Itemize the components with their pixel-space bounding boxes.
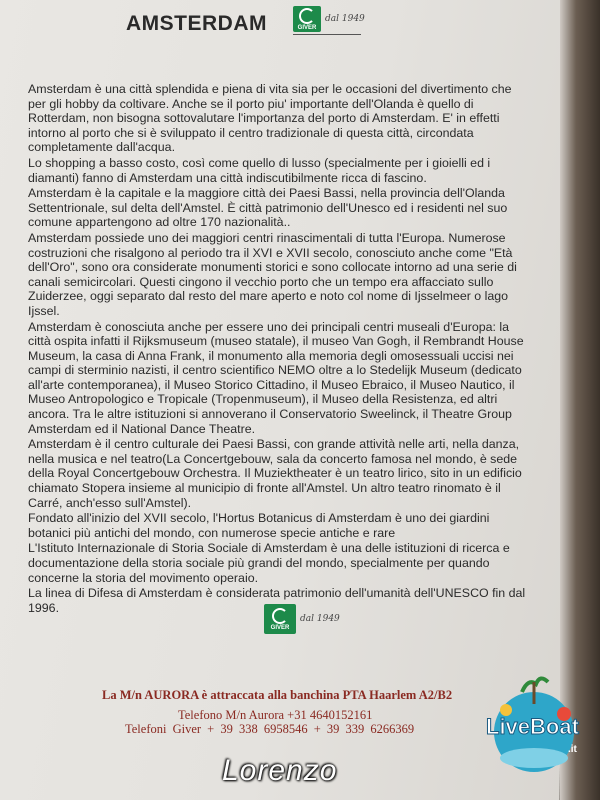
giver-logo-icon xyxy=(293,6,321,32)
paragraph: L'Istituto Internazionale di Storia Sociale di Amsterdam è una delle istituzioni di ricerca e documentazione della storia sociale più grandi del mondo, specialmente per quando concerne la storia del movimento operaio. xyxy=(28,541,510,585)
paragraph: Lo shopping a basso costo, così come quello di lusso (specialmente per i gioielli ed i diamanti) fanno di Amsterdam una città indiscutibilmente ricca di fascino. xyxy=(28,155,491,185)
giver-logo-brand: GIVER xyxy=(270,624,290,631)
paragraph: Amsterdam possiede uno dei maggiori centri rinascimentali di tutta l'Europa. Numerose costruzioni che risalgono al periodo tra il XVI e XVII secolo, conosciuto anche come "Età dell'Oro", sono ora considerate monumenti storici e sono collocate intorno ad una serie di canali semicircolari. Questi cingono il vecchio porto che un tempo era affacciato sullo Zuiderzee, oggi separato dal resto del mare aperto e noto col nome di Ijsselmeer o lago Ijssel. xyxy=(28,230,517,318)
paragraph: Amsterdam è la capitale e la maggiore città dei Paesi Bassi, nella provincia dell'Olanda Settentrionale, sul delta dell'Amstel. È città patrimonio dell'Unesco ed i residenti nel suo comune appartengono ad oltre 170 nazionalità.. xyxy=(28,186,508,230)
document-body xyxy=(28,82,528,616)
liveboat-logo-suffix: .it xyxy=(568,744,577,755)
giver-logo-since: dal 1949 xyxy=(325,14,365,24)
paragraph: Amsterdam è una città splendida e piena di vita sia per le occasioni del divertimento che per gli hobby da coltivare. Anche se il porto piu' importante dell'Olanda è quello di Rotterdam, non bisogna sottovalutare l'importanza del porto di Amsterdam. E' in effetti intorno al porto che si è sviluppato il centro tradizionale di questa città, circondata completamente dall'acqua. xyxy=(28,82,512,155)
photographer-watermark: Lorenzo xyxy=(222,754,338,787)
footer-giver-phones: Telefoni Giver + 39 338 6958546 + 39 339 6266369 xyxy=(125,722,415,736)
giver-logo-top xyxy=(293,6,365,32)
liveboat-logo-icon xyxy=(476,670,588,782)
footer-ship-phone: Telefono M/n Aurora +31 4640152161 xyxy=(178,708,373,722)
giver-logo-brand: GIVER xyxy=(297,24,317,31)
giver-logo-icon xyxy=(264,604,296,634)
paragraph: Amsterdam è il centro culturale dei Paesi Bassi, con grande attività nelle arti, nella danza, nella musica e nel teatro(La Concertgebouw, sala da concerto famosa nel mondo, è sede della Royal Concertgebouw Orchestra. Il Muziektheater è un teatro lirico, sito in un edificio chiamato Stopera insieme al municipio di fronte all'Amstel. Un altro teatro rinomato è il Carré, anch'esso sull'Amstel). xyxy=(28,437,522,510)
paragraph: La linea di Difesa di Amsterdam è considerata patrimonio dell'umanità dell'UNESCO fin dal 1996. xyxy=(28,586,526,615)
giver-logo-since: dal 1949 xyxy=(300,614,340,624)
document-title: AMSTERDAM xyxy=(126,12,267,35)
liveboat-logo-text: LiveBoat xyxy=(486,714,579,739)
giver-logo-bottom xyxy=(264,604,340,634)
logo-underline xyxy=(293,34,361,35)
paragraph: Amsterdam è conosciuta anche per essere uno dei principali centri museali d'Europa: la città ospita infatti il Rijksmuseum (museo statale), il museo Van Gogh, il Rembrandt House Museum, la casa di Anna Frank, il monumento alla memoria degli omosessuali uccisi nei campi di sterminio nazisti, il centro scientifico NEMO oltre a lo Stedelijk Museum (dedicato all'arte contemporanea), il Museo Storico Cittadino, il Museo Ebraico, il Museo Nautico, il Museo Antropologico e Tropicale (Tropenmuseum), il Museo della Resistenza, ed altri ancora. Tra le altre istituzioni si annoverano il Conservatorio Sweelinck, il Theatre Group Amsterdam ed il National Dance Theatre. xyxy=(28,319,524,436)
footer-ship-berth: La M/n AURORA è attraccata alla banchina PTA Haarlem A2/B2 xyxy=(102,688,453,702)
paragraph: Fondato all'inizio del XVII secolo, l'Hortus Botanicus di Amsterdam è uno dei giardini botanici più antichi del mondo, con numerose specie antiche e rare xyxy=(28,511,490,540)
